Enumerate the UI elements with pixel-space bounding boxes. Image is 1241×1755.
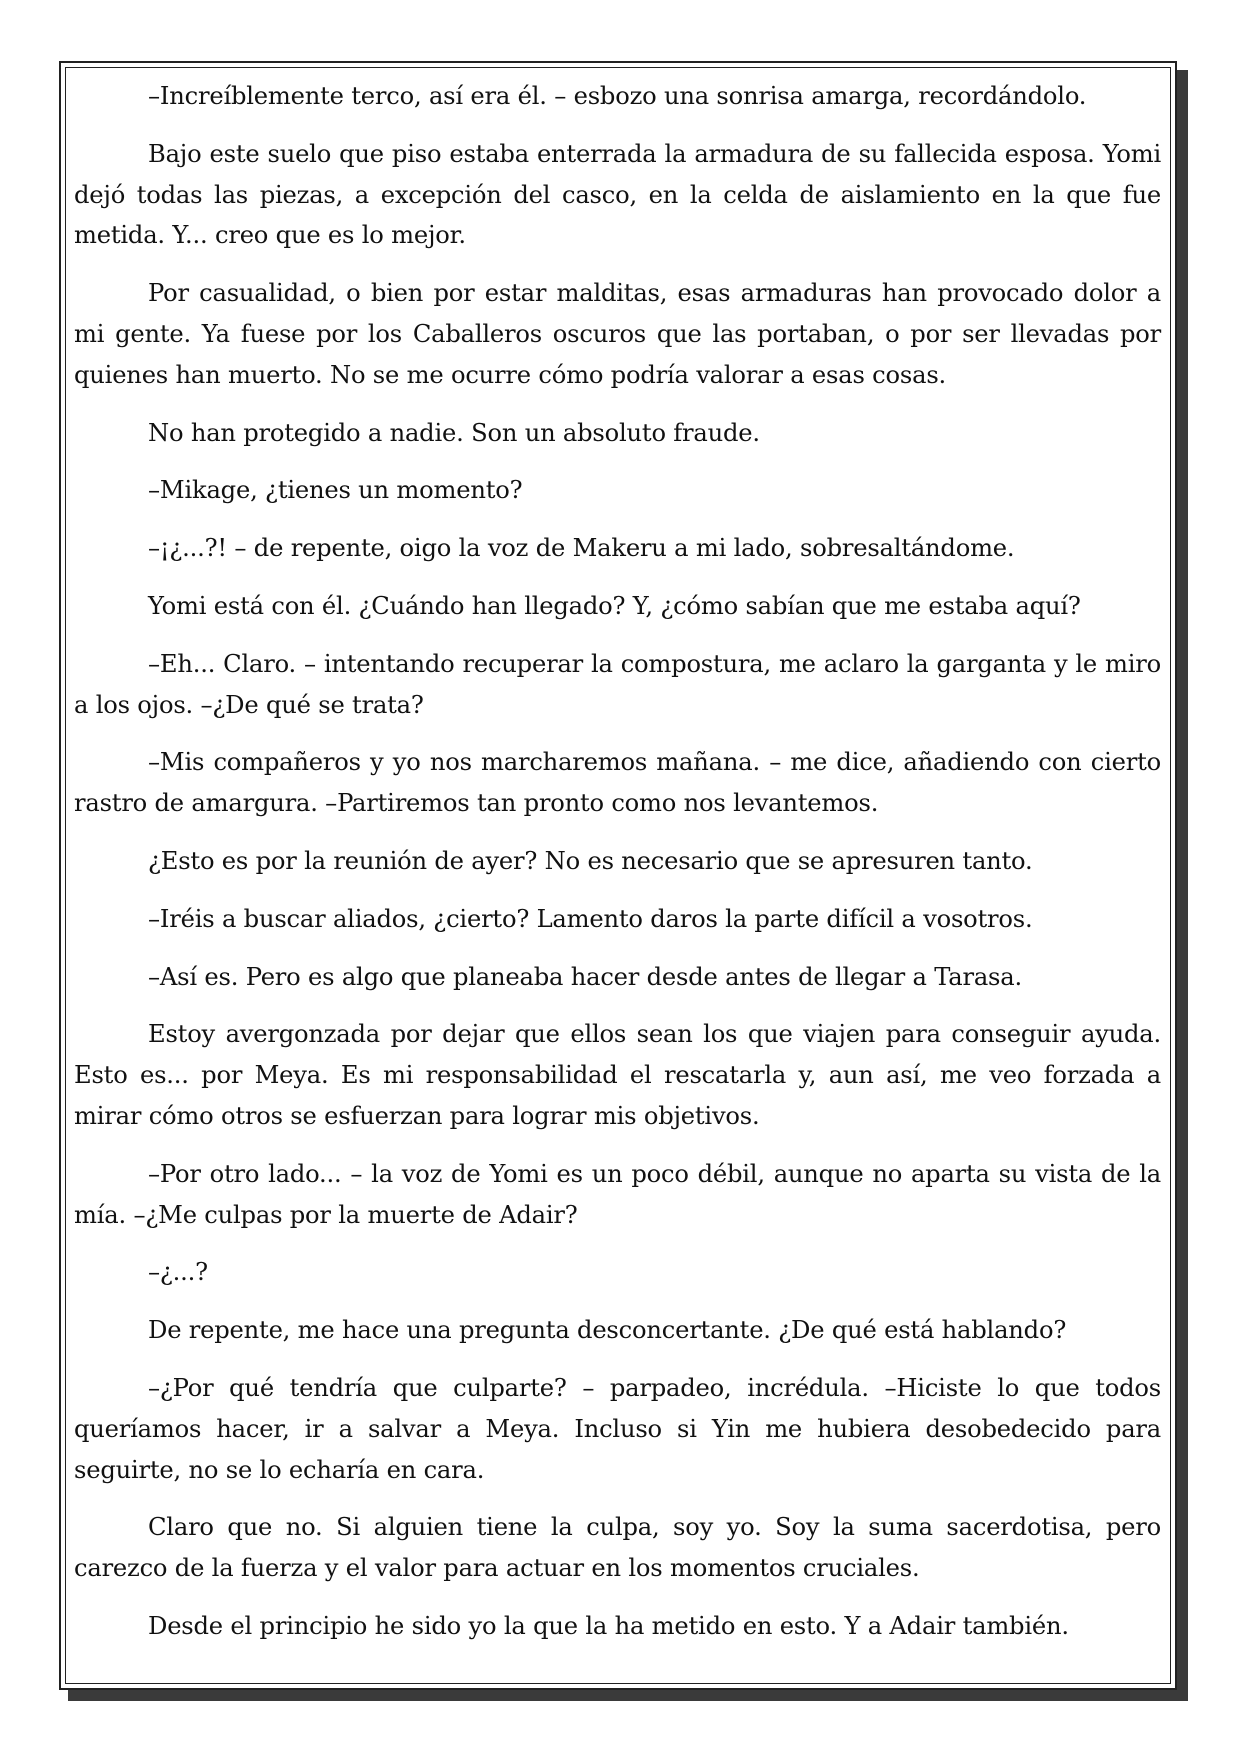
paragraph: –Iréis a buscar aliados, ¿cierto? Lamento daros la parte difícil a vosotros. — [148, 904, 1033, 933]
paragraph: –¿...? — [148, 1258, 208, 1287]
paragraph: Bajo este suelo que piso estaba enterrada la armadura de su fallecida esposa. Yomi dejó todas las piezas, a excepción del casco, en la celda de aislamiento en la que fue metida. Y... creo que es lo mejor. — [74, 139, 1161, 250]
paragraph: ¿Esto es por la reunión de ayer? No es necesario que se apresuren tanto. — [148, 846, 1033, 875]
paragraph: –Por otro lado... – la voz de Yomi es un poco débil, aunque no aparta su vista de la mía. –¿Me culpas por la muerte de Adair? — [74, 1159, 1161, 1229]
paragraph: No han protegido a nadie. Son un absoluto fraude. — [148, 418, 760, 447]
paragraph: –Mikage, ¿tienes un momento? — [148, 476, 523, 505]
paragraph: Desde el principio he sido yo la que la ha metido en esto. Y a Adair también. — [148, 1611, 1069, 1640]
paragraph: –Increíblemente terco, así era él. – esbozo una sonrisa amarga, recordándolo. — [148, 82, 1087, 110]
body-text — [74, 76, 1161, 1664]
paragraph: Yomi está con él. ¿Cuándo han llegado? Y, ¿cómo sabían que me estaba aquí? — [148, 591, 1081, 620]
paragraph: –Así es. Pero es algo que planeaba hacer desde antes de llegar a Tarasa. — [148, 962, 1022, 991]
paragraph: Claro que no. Si alguien tiene la culpa, soy yo. Soy la suma sacerdotisa, pero carezco de la fuerza y el valor para actuar en los momentos cruciales. — [74, 1513, 1161, 1583]
paragraph: –Eh... Claro. – intentando recuperar la compostura, me aclaro la garganta y le miro a los ojos. –¿De qué se trata? — [74, 649, 1161, 719]
paragraph: Estoy avergonzada por dejar que ellos sean los que viajen para conseguir ayuda. Esto es... por Meya. Es mi responsabilidad el rescatarla y, aun así, me veo forzada a mirar cómo otros se esfuerzan para lograr mis objetivos. — [74, 1020, 1161, 1130]
paragraph: –¡¿...?! – de repente, oigo la voz de Makeru a mi lado, sobresaltándome. — [148, 534, 1015, 563]
paragraph: –Mis compañeros y yo nos marcharemos mañana. – me dice, añadiendo con cierto rastro de amargura. –Partiremos tan pronto como nos levantemos. — [74, 748, 1161, 818]
paragraph: Por casualidad, o bien por estar malditas, esas armaduras han provocado dolor a mi gente. Ya fuese por los Caballeros oscuros que las portaban, o por ser llevadas por quienes han muerto. No se me ocurre cómo podría valorar a esas cosas. — [74, 279, 1161, 389]
paragraph: –¿Por qué tendría que culparte? – parpadeo, incrédula. –Hiciste lo que todos queríamos hacer, ir a salvar a Meya. Incluso si Yin me hubiera desobedecido para seguirte, no se lo echaría en cara. — [74, 1373, 1161, 1484]
paragraph: De repente, me hace una pregunta desconcertante. ¿De qué está hablando? — [148, 1316, 1067, 1345]
